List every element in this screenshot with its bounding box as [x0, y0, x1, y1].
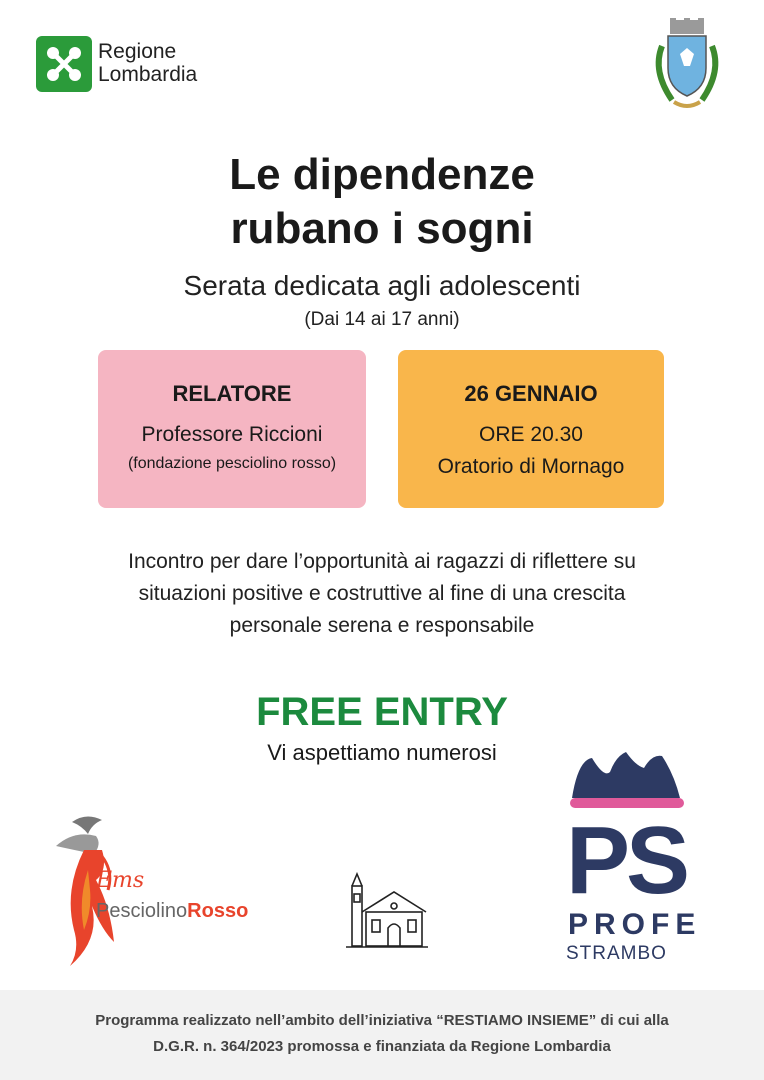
regione-lombardia-rose-icon	[36, 36, 92, 92]
ps-letters: PS	[566, 807, 687, 914]
description-line2: situazioni positive e costruttive al fine di una crescita	[138, 582, 626, 605]
event-place: Oratorio di Mornago	[437, 455, 625, 478]
ps-word1: PROFE	[568, 908, 702, 941]
profe-strambo-logo	[560, 752, 720, 972]
fish-brand-word1: Pesciolino	[96, 900, 188, 922]
pesciolino-rosso-logo	[44, 810, 284, 970]
page-title-line1: Le dipendenze	[229, 150, 535, 199]
subtitle: Serata dedicata agli adolescenti	[183, 270, 581, 301]
ps-word2: STRAMBO	[566, 943, 667, 964]
regione-logo-line2: Lombardia	[98, 63, 198, 86]
fish-brand-word2: Rosso	[187, 900, 249, 922]
description-line1: Incontro per dare l’opportunità ai ragazzi di riflettere su	[128, 550, 636, 573]
footer-line2: D.G.R. n. 364/2023 promossa e finanziata da Regione Lombardia	[153, 1038, 611, 1055]
fish-flame-icon	[44, 810, 284, 970]
speaker-heading: RELATORE	[172, 381, 292, 406]
event-time: ORE 20.30	[479, 423, 583, 446]
welcome-text: Vi aspettiamo numerosi	[267, 740, 497, 765]
speaker-organization: (fondazione pesciolino rosso)	[127, 455, 337, 472]
age-range: (Dai 14 ai 17 anni)	[304, 309, 460, 330]
free-entry-label: FREE ENTRY	[256, 690, 508, 734]
fish-brand-script: Ems	[96, 868, 145, 893]
regione-logo-line1: Regione	[98, 40, 177, 63]
footer	[0, 990, 764, 1080]
speaker-name: Professore Riccioni	[141, 423, 323, 446]
event-date: 26 GENNAIO	[464, 381, 598, 406]
church-icon	[344, 872, 428, 950]
regione-lombardia-logo	[36, 36, 236, 94]
date-card	[398, 350, 664, 508]
footer-line1: Programma realizzato nell’ambito dell’iniziativa “RESTIAMO INSIEME” di cui alla	[95, 1012, 669, 1029]
page-title-line2: rubano i sogni	[230, 204, 534, 253]
event-description	[0, 546, 764, 642]
municipal-crest-icon	[648, 16, 726, 112]
description-line3: personale serena e responsabile	[229, 614, 535, 637]
speaker-card	[98, 350, 366, 508]
